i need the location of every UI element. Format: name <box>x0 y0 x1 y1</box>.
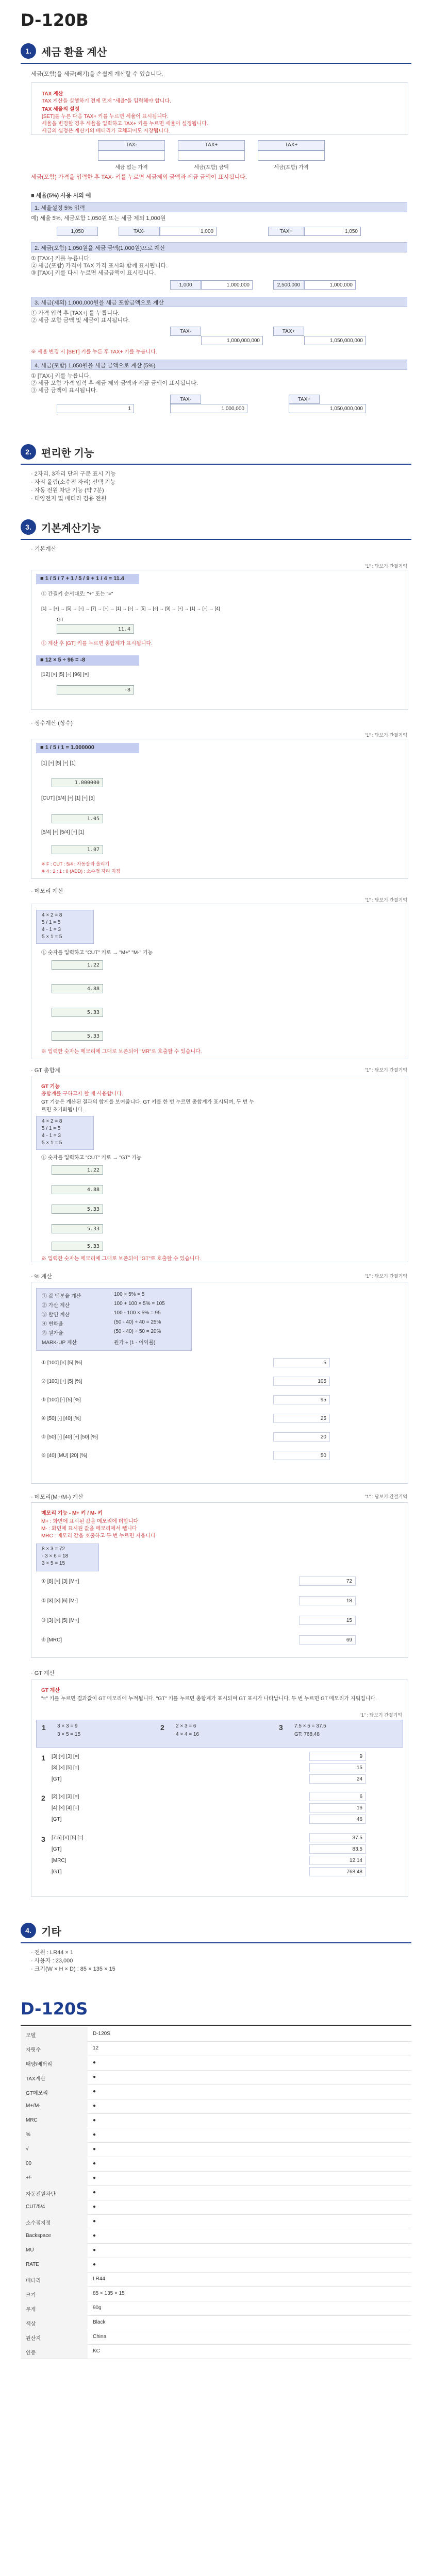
mem-seq: ① 숫자를 입력하고 "CUT" 키로 → "M+" "M-" 기능 <box>41 950 153 956</box>
const-label: · 정수계산 (상수) <box>31 720 73 726</box>
ex4-line: ② 세금 포함 가격 입력 후 세금 제외 금액과 세금 금액이 표시됩니다. <box>31 380 198 386</box>
ex4-key: TAX+ <box>289 395 320 404</box>
spec-value: ● <box>93 2074 96 2080</box>
spec-row <box>21 2330 411 2345</box>
red-line: TAX 계산을 실행하기 전에 먼저 "세율"을 입력해야 합니다. <box>42 98 171 104</box>
gt-display: 5.33 <box>52 1224 103 1233</box>
gt2-ex-line: 2 × 3 = 6 <box>176 1723 196 1729</box>
section-1-label: 세금 환율 계산 <box>41 46 107 58</box>
gt2-ex-num: 2 <box>160 1723 164 1732</box>
mrc-ex-line: 3 × 5 = 15 <box>42 1561 65 1566</box>
gt2-result: 15 <box>309 1763 366 1772</box>
const-display: 1.07 <box>52 845 103 854</box>
ex-header: ■ 세율(5%) 사용 시의 예 <box>31 193 91 199</box>
caption: 세금(포함) 금액 <box>194 165 229 171</box>
spec-value: LR44 <box>93 2276 105 2282</box>
caption: 세금 없는 가격 <box>115 165 148 171</box>
spec-key: √ <box>21 2142 88 2157</box>
basic-ex1-note: ① 계산 후 [GT] 키를 누르면 총합계가 표시됩니다. <box>41 641 153 647</box>
gt2-seq: [GT] <box>52 1846 62 1852</box>
pct-seq: ① [100] [×] [5] [%] <box>41 1360 82 1366</box>
spec-key: 무게 <box>21 2301 88 2315</box>
gt2-seq: [2] [×] [3] [=] <box>52 1794 79 1800</box>
gt2-ex-line: 4 × 4 = 16 <box>176 1732 200 1737</box>
ex1-title-bar: 1. 세율설정 5% 입력 <box>31 202 407 212</box>
spec-key: RATE <box>21 2258 88 2272</box>
ex4-line: ③ 세금 금액이 표시됩니다. <box>31 387 98 394</box>
spec-key: 배터리 <box>21 2272 88 2286</box>
spec-value: ● <box>93 2204 96 2210</box>
gt2-label: · GT 계산 <box>31 1670 55 1676</box>
gt-seq: ① 숫자를 입력하고 "CUT" 키로 → "GT" 기능 <box>41 1155 142 1161</box>
spec-key: M+/M- <box>21 2099 88 2113</box>
spec-key: 자동전원차단 <box>21 2185 88 2200</box>
spec-row <box>21 2041 411 2056</box>
gt2-seq: [GT] <box>52 1776 62 1782</box>
spec-row <box>21 2084 411 2099</box>
gt-ex-line: 4 × 2 = 8 <box>42 1118 62 1124</box>
spec-value: ● <box>93 2132 96 2138</box>
section-2-number: 2. <box>21 444 36 460</box>
red-title: TAX 계산 <box>42 91 63 97</box>
mem-display: 5.33 <box>52 1031 103 1041</box>
spec-key: 모델 <box>21 2027 88 2041</box>
spec-row <box>21 2315 411 2330</box>
mrc-seq: ② [3] [×] [6] [M-] <box>41 1598 78 1604</box>
section-1-number: 1. <box>21 43 36 59</box>
section-3-label: 기본계산기능 <box>41 522 101 534</box>
spec-value: ● <box>93 2089 96 2094</box>
spec-key: 인증 <box>21 2344 88 2359</box>
gt2-result: 16 <box>309 1803 366 1812</box>
const-seq: [5/4] [÷] [5/4] [÷] [1] <box>41 829 85 835</box>
gt2-seq: [4] [×] [4] [=] <box>52 1805 79 1811</box>
caption: 세금(포함) 가격 <box>274 165 309 171</box>
gt-example-box <box>36 1116 94 1150</box>
gt2-ex-line: 7.5 × 5 = 37.5 <box>294 1723 326 1729</box>
spec-value: ● <box>93 2247 96 2253</box>
s2-item: · 자리 올림(소수점 자리) 선택 기능 <box>31 479 116 485</box>
spec-value: D-120S <box>93 2031 110 2037</box>
section-4-title <box>21 1922 61 1939</box>
spec-value: ● <box>93 2262 96 2267</box>
gt2-ex-line: GT: 768.48 <box>294 1732 320 1737</box>
pct-row-k: ② 가산 계산 <box>42 1303 70 1309</box>
spec-key: TAX계산 <box>21 2070 88 2084</box>
ex3-key: TAX- <box>170 327 201 336</box>
s4-item: · 크기(W × H × D) : 85 × 135 × 15 <box>31 1966 115 1972</box>
const-right-caption: "1" : 답보기 간결기억 <box>364 733 407 738</box>
ex3-disp: 1,050,000,000 <box>304 336 366 345</box>
mrc-ex-line: 8 × 3 = 72 <box>42 1546 65 1552</box>
pct-seq: ② [100] [+] [5] [%] <box>41 1379 82 1384</box>
spec-value: 12 <box>93 2045 99 2051</box>
gt2-result: 6 <box>309 1792 366 1801</box>
section-3-title <box>21 518 101 536</box>
ex2-line: ③ [TAX-] 키를 다시 누르면 세금금액이 표시됩니다. <box>31 270 156 276</box>
red-title: TAX 세율의 설정 <box>42 107 80 112</box>
ex4-disp: 1,000,000 <box>170 404 247 413</box>
pct-right-caption: "1" : 답보기 간결기억 <box>364 1274 407 1279</box>
gt2-group-num: 2 <box>41 1794 45 1802</box>
gt2-text: "=" 키를 누르면 결과값이 GT 메모리에 누적됩니다. "GT" 키를 누르면 총합계가 표시되며 GT 표시가 나타납니다. 두 번 누르면 GT 메모리가 지워집니다. <box>41 1696 377 1702</box>
spec-row <box>21 2171 411 2186</box>
spec-value: ● <box>93 2161 96 2166</box>
pct-row-k: ③ 할인 계산 <box>42 1312 70 1318</box>
mrc-result: 69 <box>299 1635 356 1645</box>
gt2-group-num: 1 <box>41 1754 45 1762</box>
pct-result: 105 <box>273 1377 330 1386</box>
gt-red-line: 총합계를 구하고자 할 때 사용합니다. <box>41 1091 123 1097</box>
ex2-disp: 1,000,000 <box>201 280 253 290</box>
section-1-title <box>21 42 107 60</box>
ex2-line: ② 세금(포함) 가격이 TAX 가격 표시와 함께 표시됩니다. <box>31 263 168 269</box>
gt2-group-num: 3 <box>41 1835 45 1843</box>
ex4-disp: 1 <box>57 404 134 413</box>
const-seq: [CUT] [5/4] [÷] [1] [÷] [5] <box>41 795 95 801</box>
ex1-disp: 1,050 <box>304 227 361 236</box>
gt-label: · GT 총합계 <box>31 1067 60 1074</box>
gt2-seq: [GT] <box>52 1817 62 1822</box>
section-3-number: 3. <box>21 519 36 535</box>
ex4-disp: 1,050,000,000 <box>289 404 366 413</box>
spec-key: 소수점지정 <box>21 2214 88 2229</box>
divider <box>21 63 411 64</box>
gt2-ex-num: 3 <box>279 1723 283 1732</box>
s1-body: 세금(포함) 가격을 입력한 후 TAX- 키를 누르면 세금제외 금액과 세금 금액이 표시됩니다. <box>31 174 247 180</box>
pct-row-k: ① 값 백분율 계산 <box>42 1294 81 1299</box>
mem-example-box <box>36 910 94 944</box>
spec-key: 태양/배터리 <box>21 2056 88 2070</box>
spec-key: MRC <box>21 2113 88 2128</box>
pct-result: 5 <box>273 1358 330 1367</box>
spec-key: MU <box>21 2243 88 2258</box>
mrc-seq: ③ [3] [×] [5] [M+] <box>41 1618 79 1623</box>
gt2-result: 37.5 <box>309 1833 366 1842</box>
pct-row-v: (50 - 40) ÷ 40 = 25% <box>114 1319 161 1325</box>
gt2-right-caption: "1" : 답보기 간결기억 <box>359 1713 402 1718</box>
spec-key: +/- <box>21 2171 88 2185</box>
gt2-seq: [MRC] <box>52 1858 67 1863</box>
red-line: [SET]를 누른 다음 TAX+ 키를 누르면 세율이 표시됩니다. <box>42 114 169 120</box>
basic-ex1-gt: GT <box>57 617 64 623</box>
ex2-line: ① [TAX-] 키를 누릅니다. <box>31 256 91 262</box>
mrc-example-box <box>36 1544 99 1571</box>
spec-key: Backspace <box>21 2229 88 2243</box>
ex1-key: 1,050 <box>57 227 98 236</box>
ex3-key: TAX+ <box>273 327 304 336</box>
section-4-number: 4. <box>21 1923 36 1938</box>
ex4-key: TAX- <box>170 395 201 404</box>
pct-row-k: ④ 변화율 <box>42 1321 63 1327</box>
spec-row <box>21 2157 411 2172</box>
spec-row <box>21 2286 411 2301</box>
ex3-title-bar: 3. 세금(제외) 1,000,000원을 세금 포함금액으로 계산 <box>31 297 407 307</box>
pct-result: 95 <box>273 1395 330 1404</box>
mrc-red: 메모리 기능 - M+ 키 / M- 키 <box>41 1511 103 1516</box>
spec-key: % <box>21 2128 88 2142</box>
mem-ex-line: 5 × 1 = 5 <box>42 934 62 940</box>
gt-display: 5.33 <box>52 1205 103 1214</box>
spec-key: GT메모리 <box>21 2084 88 2099</box>
ex1-key: TAX- <box>119 227 160 236</box>
spec-row <box>21 2243 411 2258</box>
ex1-key: TAX+ <box>268 227 304 236</box>
gt2-result: 46 <box>309 1815 366 1824</box>
mrc-ex-line: - 3 × 6 = 18 <box>42 1553 69 1559</box>
mrc-right-caption: "1" : 답보기 간결기억 <box>364 1494 407 1499</box>
pct-row-v: (50 - 40) ÷ 50 = 20% <box>114 1329 161 1334</box>
basic-ex2-seq: [12] [×] [5] [÷] [96] [=] <box>41 672 89 677</box>
spec-row <box>21 2344 411 2359</box>
gt-right-caption: "1" : 답보기 간결기억 <box>364 1067 407 1073</box>
s2-item: · 태양전지 및 배터리 겸용 전원 <box>31 496 107 502</box>
spec-row <box>21 2142 411 2157</box>
mrc-label: · 메모리(M+/M-) 계산 <box>31 1494 84 1500</box>
divider <box>21 2025 411 2026</box>
pct-label: · % 계산 <box>31 1274 52 1280</box>
ex3-line: ① 가격 입력 후 [TAX+] 를 누릅니다. <box>31 310 120 316</box>
s4-item: · 사용자 : 23,000 <box>31 1958 73 1964</box>
mrc-seq: ④ [MRC] <box>41 1637 62 1643</box>
spec-row <box>21 2128 411 2143</box>
model-title: D-120B <box>21 10 89 30</box>
ex2-key: 1,000 <box>170 280 201 290</box>
ex3-disp: 1,000,000,000 <box>201 336 263 345</box>
spec-row <box>21 2056 411 2071</box>
gt-ex-line: 5 / 1 = 5 <box>42 1126 61 1131</box>
mem-ex-line: 4 × 2 = 8 <box>42 912 62 918</box>
mrc-red: MRC : 메모리 값을 호출하고 두 번 누르면 지웁니다 <box>41 1533 156 1539</box>
spec-row <box>21 2258 411 2273</box>
ex2-key: 2,500,000 <box>273 280 304 290</box>
spec-value: ● <box>93 2218 96 2224</box>
gt2-seq: [3] [×] [3] [=] <box>52 1754 79 1759</box>
gt2-result: 9 <box>309 1752 366 1761</box>
const-display: 1.05 <box>52 814 103 823</box>
const-note: ※ 4 : 2 : 1 : 0 (ADD) : 소수점 자리 지정 <box>41 869 121 874</box>
mem-display: 5.33 <box>52 1008 103 1017</box>
gt2-result: 768.48 <box>309 1867 366 1876</box>
gt2-ex-line: 3 × 5 = 15 <box>57 1732 81 1737</box>
const-seq: [1] [÷] [5] [÷] [1] <box>41 760 76 766</box>
mem-display: 4.88 <box>52 984 103 993</box>
ex3-note: ※ 세율 변경 시 [SET] 키를 누른 후 TAX+ 키를 누릅니다. <box>31 349 157 355</box>
gt-note: ※ 입력한 숫자는 메모리에 그대로 보존되어 "GT"로 호출할 수 있습니다. <box>41 1256 201 1262</box>
pct-seq: ⑥ [40] [MU] [20] [%] <box>41 1453 87 1459</box>
basic-label: · 기본계산 <box>31 546 57 552</box>
basic-ex1-display: 11.4 <box>57 624 134 634</box>
gt-display: 5.33 <box>52 1242 103 1251</box>
gt-ex-line: 4 - 1 = 3 <box>42 1133 61 1139</box>
spec-row <box>21 2214 411 2229</box>
gt2-red: GT 계산 <box>41 1688 60 1693</box>
gt2-result: 83.5 <box>309 1844 366 1854</box>
spec-value: ● <box>93 2060 96 2065</box>
s2-item: · 2자리, 3자리 단위 구분 표시 기능 <box>31 471 116 477</box>
basic-ex1-seq: [1] → [+] → [5] → [÷] → [7] → [+] → [1] → [÷] → [5] → [÷] → [9] → [+] → [1] → [÷] → [4] <box>41 606 220 611</box>
spec-row <box>21 2272 411 2287</box>
const-display: 1.000000 <box>52 778 103 787</box>
mrc-result: 15 <box>299 1616 356 1625</box>
spec-row <box>21 2229 411 2244</box>
s1-intro: 세금(포함)을 세금(빼기)을 손쉽게 계산할 수 있습니다. <box>31 71 163 77</box>
gt2-ex-line: 3 × 3 = 9 <box>57 1723 78 1729</box>
ex1-line: 예) 세율 5%, 세금포함 1,050원 또는 세금 제외 1,000원 <box>31 215 166 222</box>
basic-ex1-desc: ① 간결키 순서대로: "+" 또는 "=" <box>41 591 113 597</box>
spec-key: 00 <box>21 2157 88 2171</box>
spec-row <box>21 2185 411 2200</box>
mrc-red: M- : 화면에 표시된 값을 메모리에서 뺍니다 <box>41 1526 137 1532</box>
pct-row-k: ⑤ 원가율 <box>42 1331 63 1336</box>
gt2-result: 12.14 <box>309 1856 366 1865</box>
spec-value: Black <box>93 2319 106 2325</box>
spec-value: China <box>93 2334 107 2340</box>
spec-value: ● <box>93 2117 96 2123</box>
section-4-label: 기타 <box>41 1926 61 1938</box>
pct-row-v: 100 - 100 × 5% = 95 <box>114 1310 161 1316</box>
pct-seq: ③ [100] [-] [5] [%] <box>41 1397 81 1403</box>
gt-display: 4.88 <box>52 1185 103 1194</box>
ex4-title-bar: 4. 세금(포함) 1,050원을 세금 금액으로 계산 (5%) <box>31 360 407 370</box>
basic-ex2-display: -8 <box>57 685 134 694</box>
pct-row-v: 원가 ÷ (1 - 이익률) <box>114 1340 156 1346</box>
const-ex-title: ■ 1 / 5 / 1 = 1.000000 <box>36 743 139 753</box>
spec-value: ● <box>93 2175 96 2181</box>
divider <box>21 1942 411 1943</box>
gt2-example-box <box>36 1720 403 1748</box>
pct-table <box>36 1288 192 1351</box>
mrc-red: M+ : 화면에 표시된 값을 메모리에 더합니다 <box>41 1519 139 1524</box>
gt2-seq: [GT] <box>52 1869 62 1875</box>
gt-ex-line: 5 × 1 = 5 <box>42 1140 62 1146</box>
pct-row-v: 100 + 100 × 5% = 105 <box>114 1301 165 1307</box>
mrc-result: 72 <box>299 1577 356 1586</box>
pct-result: 50 <box>273 1451 330 1460</box>
spec-value: 90g <box>93 2305 102 2311</box>
spec-value: ● <box>93 2233 96 2239</box>
spec-row <box>21 2301 411 2316</box>
gt-red-title: GT 기능 <box>41 1084 60 1090</box>
spec-row <box>21 2027 411 2042</box>
ex2-title-bar: 2. 세금(포함) 1,050원을 세금 금액(1,000원)으로 계산 <box>31 242 407 252</box>
const-box <box>31 739 408 879</box>
s1-tax-info-box <box>31 82 408 135</box>
tax-display <box>178 150 245 161</box>
pct-row-k: MARK-UP 계산 <box>42 1340 77 1346</box>
spec-row <box>21 2113 411 2128</box>
section-2-title <box>21 443 94 461</box>
spec-key: 크기 <box>21 2286 88 2301</box>
spec-key: 색상 <box>21 2315 88 2330</box>
mrc-result: 18 <box>299 1596 356 1605</box>
mem-right-caption: "1" : 답보기 간결기억 <box>364 897 407 903</box>
tax-key-label: TAX+ <box>178 140 245 150</box>
spec-key: 자릿수 <box>21 2041 88 2056</box>
mem-ex-line: 5 / 1 = 5 <box>42 920 61 925</box>
spec-row <box>21 2070 411 2085</box>
mem-display: 1.22 <box>52 960 103 970</box>
mem-label: · 메모리 계산 <box>31 888 63 894</box>
tax-display <box>98 150 165 161</box>
mrc-seq: ① [8] [×] [3] [M+] <box>41 1579 79 1584</box>
basic-right-caption: "1" : 답보기 간결기억 <box>364 564 407 569</box>
spec-value: ● <box>93 2146 96 2152</box>
basic-ex2-title: ■ 12 × 5 ÷ 96 = -8 <box>36 655 139 666</box>
footer-model-title: D-120S <box>21 1999 88 2019</box>
mem-note: ※ 입력한 숫자는 메모리에 그대로 보존되어 "MR"로 호출할 수 있습니다. <box>41 1049 202 1055</box>
gt2-seq: [7.5] [×] [5] [=] <box>52 1835 84 1841</box>
red-line: 세금의 설정은 계산기의 배터리가 교체되어도 저장됩니다. <box>42 128 170 134</box>
spec-value: ● <box>93 2190 96 2195</box>
tax-key-label: TAX+ <box>258 140 325 150</box>
tax-display <box>258 150 325 161</box>
ex1-disp: 1,000 <box>160 227 217 236</box>
divider <box>21 464 411 465</box>
pct-seq: ④ [50] [-] [40] [%] <box>41 1416 81 1421</box>
ex3-line: ② 세금 포함 금액 및 세금이 표시됩니다. <box>31 317 130 324</box>
spec-value: KC <box>93 2348 100 2354</box>
pct-row-v: 100 × 5% = 5 <box>114 1292 145 1297</box>
divider <box>21 539 411 540</box>
spec-row <box>21 2200 411 2215</box>
const-note: ※ F : CUT : 5/4 : 자동잘라 올리기 <box>41 861 110 867</box>
tax-key-label: TAX- <box>98 140 165 150</box>
gt2-ex-num: 1 <box>42 1723 46 1732</box>
spec-value: ● <box>93 2103 96 2109</box>
red-line: 세율을 변경할 경우 세율을 입력하고 TAX+ 키를 누르면 세율이 설정됩니다. <box>42 121 208 127</box>
pct-seq: ⑤ [50] [-] [40] [÷] [50] [%] <box>41 1434 98 1440</box>
gt-text: GT 기능은 계산된 결과의 합계를 보여줍니다. GT 키를 한 번 누르면 총합계가 표시되며, 두 번 누르면 초기화됩니다. <box>41 1099 254 1113</box>
spec-key: 원산지 <box>21 2330 88 2344</box>
pct-result: 20 <box>273 1432 330 1442</box>
ex4-line: ① [TAX-] 키를 누릅니다. <box>31 373 91 379</box>
gt-display: 1.22 <box>52 1165 103 1175</box>
section-2-label: 편리한 기능 <box>41 447 94 459</box>
basic-ex1-title: ■ 1 / 5 / 7 + 1 / 5 / 9 + 1 / 4 = 11.4 <box>36 574 139 584</box>
ex2-disp: 1,000,000 <box>304 280 356 290</box>
pct-result: 25 <box>273 1414 330 1423</box>
s4-item: · 전원 : LR44 × 1 <box>31 1950 74 1956</box>
gt2-result: 24 <box>309 1774 366 1784</box>
spec-row <box>21 2099 411 2114</box>
spec-value: 85 × 135 × 15 <box>93 2291 125 2296</box>
s2-item: · 자동 전원 차단 기능 (약 7분) <box>31 487 104 494</box>
mem-ex-line: 4 - 1 = 3 <box>42 927 61 933</box>
spec-key: CUT/5/4 <box>21 2200 88 2214</box>
gt2-seq: [3] [×] [5] [=] <box>52 1765 79 1771</box>
